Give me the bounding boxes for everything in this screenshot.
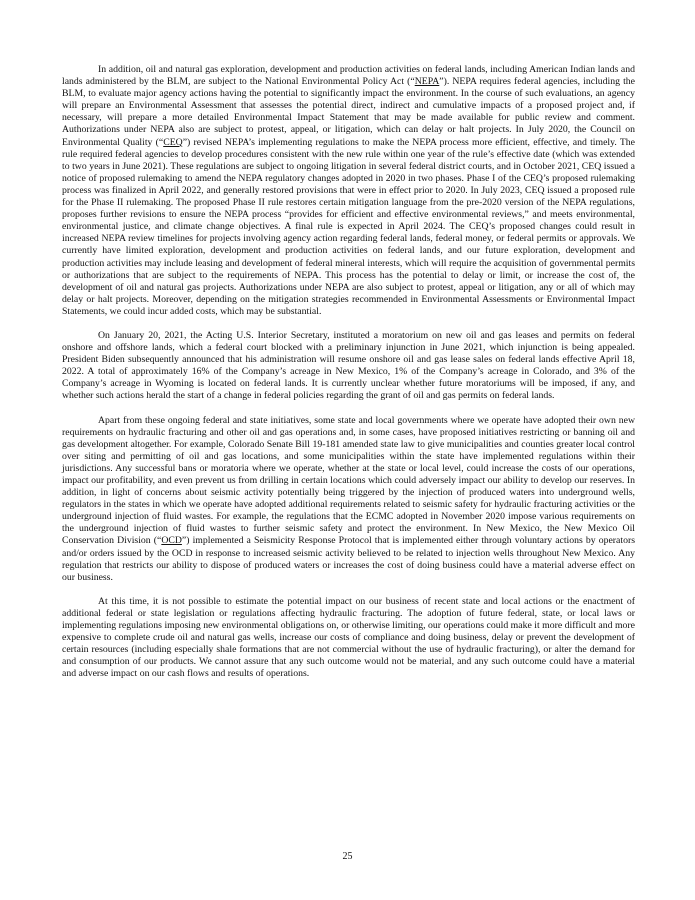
text-run: On January 20, 2021, the Acting U.S. Interior Secretary, instituted a moratorium on new oil and gas leases and permits on federal onshore and offshore lands, which a federal court blocked with a preliminary injunction in June 2021, which injunction is being appealed. President Biden subsequently announced that his administration will resume onshore oil and gas lease sales on federal lands effective April 18, 2022. A total of approximately 16% of the Company’s acreage in New Mexico, 1% of the Company’s acreage in Colorado, and 3% of the Company’s acreage in Wyoming is located on federal lands. It is currently unclear whether future moratoriums will be imposed, if any, and whether such actions herald the start of a change in federal policies regarding the grant of oil and gas permits on federal lands.	[62, 329, 635, 402]
paragraph-nepa	[62, 64, 635, 318]
text-run: ”). NEPA requires federal agencies, including the BLM, to evaluate major agency actions having the potential to significantly impact the environment. In the course of such evaluations, an agency will prepare an Environmental Assessment that assesses the potential direct, indirect and cumulative impacts of a proposed project and, if necessary, will prepare a more detailed Environmental Impact Statement that may be made available for public review and comment. Authorizations under NEPA also are subject to protest, appeal, or litigation, which can delay or halt projects. In July 2020, the Council on Environmental Quality (“	[62, 76, 635, 148]
defined-term-nepa: NEPA	[414, 76, 440, 88]
text-run: ”) implemented a Seismicity Response Protocol that is implemented either through voluntary actions by operators and/or orders issued by the OCD in response to increased seismic activity believed to be related to injection wells throughout New Mexico. Any regulation that restricts our ability to dispose of produced waters or increases the cost of doing business could have a material adverse effect on our business.	[62, 535, 635, 583]
text-run: Apart from these ongoing federal and state initiatives, some state and local governments where we operate have adopted their own new requirements on hydraulic fracturing and other oil and gas operations and, in some cases, have proposed initiatives restricting or banning oil and gas development altogether. For example, Colorado Senate Bill 19-181 amended state law to give municipalities and counties greater local control over siting and permitting of oil and gas locations, and some municipalities within the state have implemented regulations within their jurisdictions. Any successful bans or moratoria where we operate, whether at the state or local level, could increase the costs of our operations, impact our profitability, and even prevent us from drilling in certain locations which could adversely impact our ability to develop our reserves. In addition, in light of concerns about seismic activity potentially being triggered by the injection of produced waters into underground wells, regulators in the states in which we operate have adopted additional requirements related to seismic safety for hydraulic fracturing activities or the underground injection of fluid wastes. For example, the regulations that the ECMC adopted in November 2020 impose various requirements on the underground injection of fluid wastes to further seismic safety and protect the environment. In New Mexico, the New Mexico Oil Conservation Division (“	[62, 414, 635, 547]
text-run: ”) revised NEPA’s implementing regulations to make the NEPA process more efficient, effective, and timely. The rule required federal agencies to develop procedures consistent with the new rule within one year of the rule’s effective date (which was extended to two years in June 2021). These regulations are subject to ongoing litigation in several federal district courts, and in October 2021, CEQ issued a notice of proposed rulemaking to amend the NEPA regulatory changes adopted in 2020 in two phases. Phase I of the CEQ’s proposed rulemaking process was finalized in April 2022, and generally restored provisions that were in effect prior to 2020. In July 2023, CEQ issued a proposed rule for the Phase II rulemaking. The proposed Phase II rule restores certain mitigation language from the pre-2020 version of the NEPA regulations, proposes further revisions to ensure the NEPA process “provides for efficient and effective environmental reviews,” and meets environmental, environmental justice, and climate change objectives. A final rule is expected in April 2024. The CEQ’s proposed changes could result in increased NEPA review timelines for projects involving agency action regarding federal lands, federal money, or federal permits or approvals. We currently have limited exploration, development and production activities on federal lands, and our future exploration, development and production activities may include leasing and development of federal mineral interests, which will require the acquisition of governmental permits or authorizations that are subject to the requirements of NEPA. This process has the potential to delay or limit, or increase the cost of, the development of oil and natural gas projects. Authorizations under NEPA are also subject to protest, appeal or litigation, any or all of which may delay or halt projects. Moreover, depending on the mitigation strategies recommended in Environmental Assessments or Environmental Impact Statements, we could incur added costs, which may be substantial.	[62, 136, 636, 317]
text-run: At this time, it is not possible to estimate the potential impact on our business of recent state and local actions or the enactment of additional federal or state legislation or regulations affecting hydraulic fracturing. The adoption of future federal, state, or local laws or implementing regulations imposing new environmental obligations on, or otherwise limiting, our operations could make it more difficult and more expensive to complete crude oil and natural gas wells, increase our costs of compliance and doing business, delay or prevent the development of certain resources (including especially shale formations that are not commercial without the use of hydraulic fracturing), or alter the demand for and consumption of our products. We cannot assure that any such outcome would not be material, and any such outcome could have a material and adverse impact on our cash flows and results of operations.	[62, 595, 635, 680]
paragraph-moratorium	[62, 330, 635, 403]
defined-term-ocd: OCD	[161, 535, 182, 547]
paragraph-state-local	[62, 415, 635, 584]
text-run: In addition, oil and natural gas exploration, development and production activities on federal lands, including American Indian lands and lands administered by the BLM, are subject to the National Environmental Policy Act (“	[62, 64, 635, 88]
document-body	[62, 64, 635, 693]
page-number: 25	[342, 851, 353, 862]
defined-term-ceq: CEQ	[163, 136, 183, 148]
paragraph-impact	[62, 596, 635, 681]
